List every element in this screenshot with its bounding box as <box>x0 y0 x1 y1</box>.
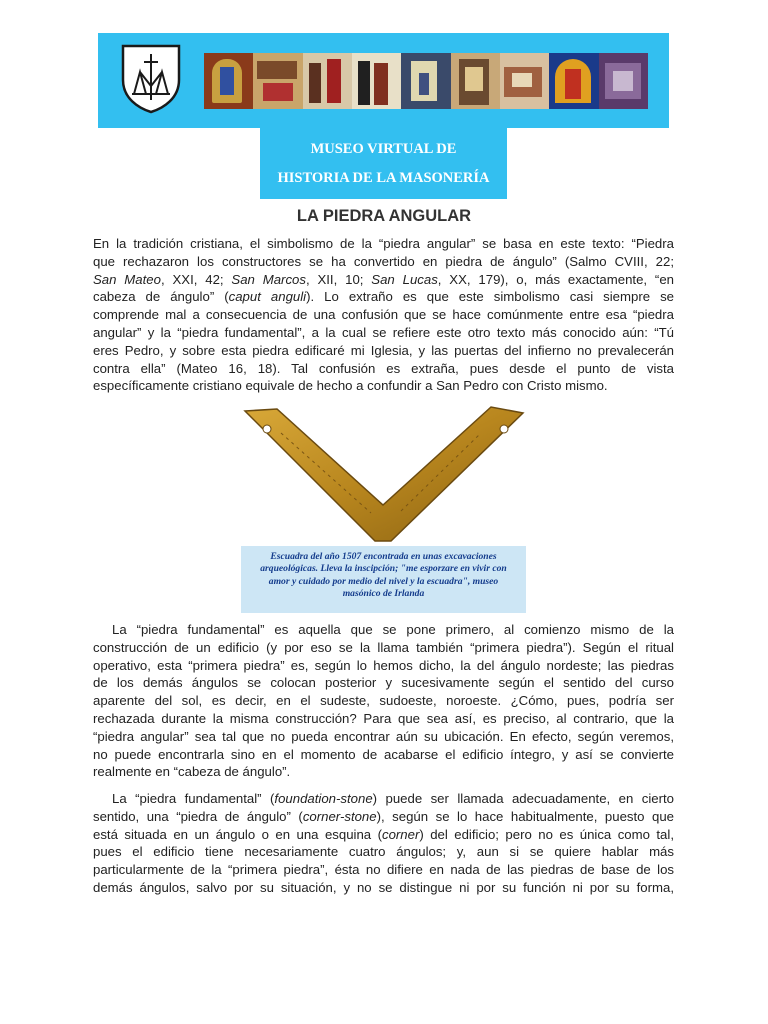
illuminated-scene-icon <box>500 53 549 109</box>
italic-text: corner-stone <box>302 808 377 824</box>
text-line: comprende mal a consecuencia de una confusión que se hace comúnmente entre esa “piedra <box>93 307 674 323</box>
brass-square-icon <box>241 403 526 548</box>
text-line: “piedra angular” sea tal que no pueda encontrar aún su ubicación. En efecto, según veremos, <box>93 728 674 744</box>
text-run: ) puede ser llamada adecuadamente, en cierto <box>372 791 675 806</box>
text-line <box>93 808 674 826</box>
text-line: construcción de un edificio (y por eso se la llama también “primera piedra”). Según el ritual <box>93 639 674 655</box>
text-line: no puede encontrarla sino en el momento de acabarse el edificio íntegro, y así se convierte <box>93 746 674 762</box>
text-line <box>93 790 674 808</box>
italic-text: San Mateo <box>93 271 161 287</box>
text-run: sentido, una “piedra de ángulo” ( <box>93 808 303 824</box>
builders-fresco-icon <box>303 53 352 109</box>
text-line: En la tradición cristiana, el simbolismo de la “piedra angular” se basa en este texto: “Piedra <box>93 236 674 251</box>
text-line: específicamente cristiano equivale de hecho a confundir a San Pedro con Cristo mismo. <box>93 378 608 394</box>
text-line <box>93 271 674 289</box>
text-run: , XX, 179), o, más exactamente, “en <box>437 271 674 287</box>
caption-line: amor y cuidado por medio del nivel y la escuadra", museo <box>268 575 499 587</box>
text-run: La “piedra fundamental” ( <box>112 791 275 806</box>
figure <box>241 403 526 613</box>
text-line: contra ella” (Mateo 16, 18). Tal confusión es extraña, pues desde el punto de vista <box>93 360 674 376</box>
caption-line: masónico de Irlanda <box>342 588 425 600</box>
caption-line: Escuadra del año 1507 encontrada en unas excavaciones <box>270 551 497 562</box>
medieval-manuscript-icon <box>253 53 302 109</box>
text-line: de los demás ángulos se colocan posterior y sucesivamente según el sentido del curso <box>93 675 674 691</box>
madonna-painting-icon <box>204 53 253 109</box>
italic-text: caput anguli <box>228 289 307 305</box>
caption-line: arqueológicas. Lleva la inscipción; "me esporzare en vivir con <box>260 563 507 575</box>
text-run: , XII, 10; <box>305 271 372 287</box>
subtitle-line-2: HISTORIA DE LA MASONERÍA <box>277 170 490 186</box>
italic-text: San Marcos <box>231 271 306 287</box>
italic-text: foundation-stone <box>274 791 373 806</box>
text-line: rechazada durante la misma construcción? Para que sea así, es preciso, al contrario, que la <box>93 710 674 726</box>
stained-glass-icon <box>549 53 598 109</box>
text-line: particularmente de la “primera piedra”, ésta no difiere en nada de las piedras de base de los <box>93 862 674 878</box>
artwork-strip <box>204 53 648 109</box>
text-line <box>93 288 674 306</box>
text-run: está situada en un ángulo o en una esquina ( <box>93 826 382 842</box>
text-line: eres Pedro, y sobre esta piedra edificaré mi Iglesia, y las puertas del infierno no prevalecerán <box>93 342 674 358</box>
text-line: aparente del sol, es decir, en el sudeste, sudoeste, noroeste. ¿Cómo, pues, podría ser <box>93 693 674 709</box>
page-title: LA PIEDRA ANGULAR <box>296 207 472 225</box>
saints-painting-icon <box>352 53 401 109</box>
subtitle-line-1: MUSEO VIRTUAL DE <box>310 141 457 157</box>
text-line: operativo, esta “primera piedra” es, según lo hemos dicho, la del ángulo nordeste; las piedras <box>93 657 674 673</box>
text-line <box>93 826 674 844</box>
italic-text: San Lucas <box>371 271 438 287</box>
text-run: , XXI, 42; <box>160 271 232 287</box>
figure-caption <box>241 546 526 613</box>
text-line: pues el edificio tiene necesariamente cuatro ángulos; y, aun si se quiere hablar más <box>93 844 674 860</box>
header-banner <box>98 33 669 128</box>
text-run: ), según se lo hace habitualmente, puesto que <box>376 808 675 824</box>
text-line: angular” y la “piedra fundamental”, a la cual se refiere este otro texto más conocido aún: “Tú <box>93 324 674 340</box>
paragraph-2 <box>93 621 674 781</box>
museum-subtitle <box>260 128 507 199</box>
text-run: ). Lo extraño es que este simbolismo casi siempre se <box>306 289 674 305</box>
cathedral-altar-icon <box>451 53 500 109</box>
paragraph-3 <box>93 790 674 897</box>
text-run: cabeza de ángulo” ( <box>93 289 229 305</box>
text-line: realmente en “cabeza de ángulo”. <box>93 764 291 780</box>
text-line: demás ángulos, salvo por su situación, y no se distingue ni por su función ni por su forma, <box>93 879 674 895</box>
text-line: La “piedra fundamental” es aquella que se pone primero, al comienzo mismo de la <box>112 622 674 637</box>
text-run: ) del edificio; pero no es única como tal, <box>419 826 674 842</box>
paragraph-1 <box>93 235 674 395</box>
tracing-board-icon <box>401 53 450 109</box>
text-line: que rechazaron los constructores se ha convertido en piedra de ángulo” (Salmo CVIII, 22; <box>93 253 674 269</box>
italic-text: corner <box>381 826 420 842</box>
masonic-shield-icon <box>120 42 182 114</box>
masonic-lodge-icon <box>599 53 648 109</box>
